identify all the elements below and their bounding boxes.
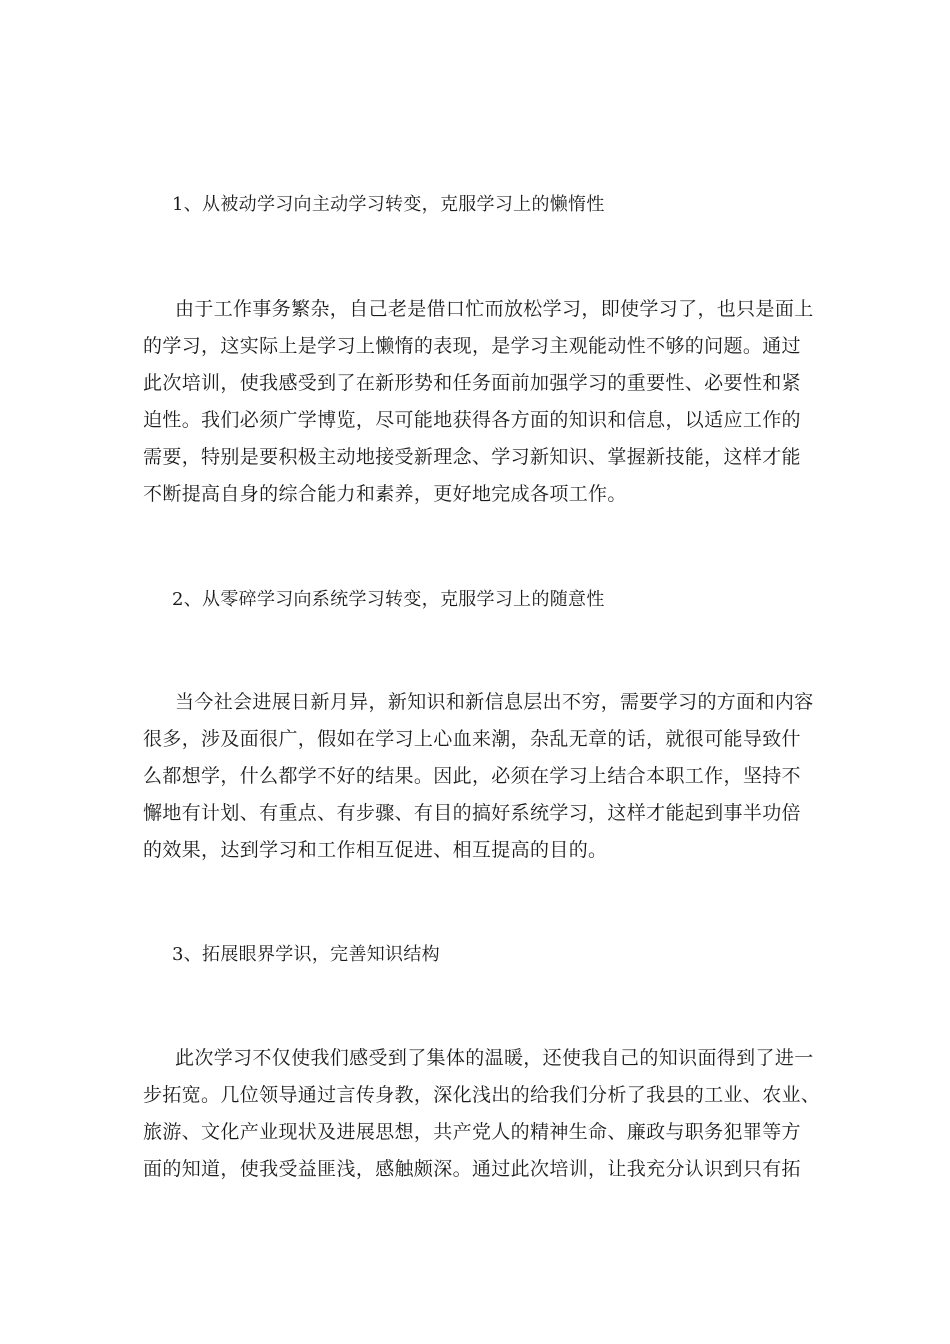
paragraph-line: 么都想学，什么都学不好的结果。因此，必须在学习上结合本职工作，坚持不 — [143, 765, 801, 787]
paragraph-line: 由于工作事务繁杂，自己老是借口忙而放松学习，即使学习了，也只是面上 — [175, 298, 814, 320]
paragraph-line: 此次培训，使我感受到了在新形势和任务面前加强学习的重要性、必要性和紧 — [143, 372, 801, 394]
paragraph-line: 很多，涉及面很广，假如在学习上心血来潮，杂乱无章的话，就很可能导致什 — [143, 728, 801, 750]
paragraph-line: 不断提高自身的综合能力和素养，更好地完成各项工作。 — [143, 483, 627, 505]
section-heading-2: 2、从零碎学习向系统学习转变，克服学习上的随意性 — [172, 589, 605, 610]
paragraph-line: 的学习，这实际上是学习上懒惰的表现，是学习主观能动性不够的问题。通过 — [143, 335, 801, 357]
paragraph-line: 迫性。我们必须广学博览，尽可能地获得各方面的知识和信息，以适应工作的 — [143, 409, 801, 431]
paragraph-line: 步拓宽。几位领导通过言传身教，深化浅出的给我们分析了我县的工业、农业、 — [143, 1084, 821, 1106]
paragraph-line: 懈地有计划、有重点、有步骤、有目的搞好系统学习，这样才能起到事半功倍 — [143, 802, 801, 824]
section-paragraph-2 — [143, 684, 813, 869]
paragraph-line: 旅游、文化产业现状及进展思想，共产党人的精神生命、廉政与职务犯罪等方 — [143, 1121, 801, 1143]
paragraph-line: 面的知道，使我受益匪浅，感触颇深。通过此次培训，让我充分认识到只有拓 — [143, 1158, 801, 1180]
section-heading-3: 3、拓展眼界学识，完善知识结构 — [172, 944, 440, 965]
paragraph-line: 此次学习不仅使我们感受到了集体的温暖，还使我自己的知识面得到了进一 — [175, 1047, 814, 1069]
section-paragraph-1 — [143, 291, 813, 513]
section-paragraph-3 — [143, 1040, 821, 1188]
paragraph-line: 当今社会进展日新月异，新知识和新信息层出不穷，需要学习的方面和内容 — [175, 691, 814, 713]
section-heading-1: 1、从被动学习向主动学习转变，克服学习上的懒惰性 — [172, 194, 605, 215]
paragraph-line: 的效果，达到学习和工作相互促进、相互提高的目的。 — [143, 839, 608, 861]
paragraph-line: 需要，特别是要积极主动地接受新理念、学习新知识、掌握新技能，这样才能 — [143, 446, 801, 468]
